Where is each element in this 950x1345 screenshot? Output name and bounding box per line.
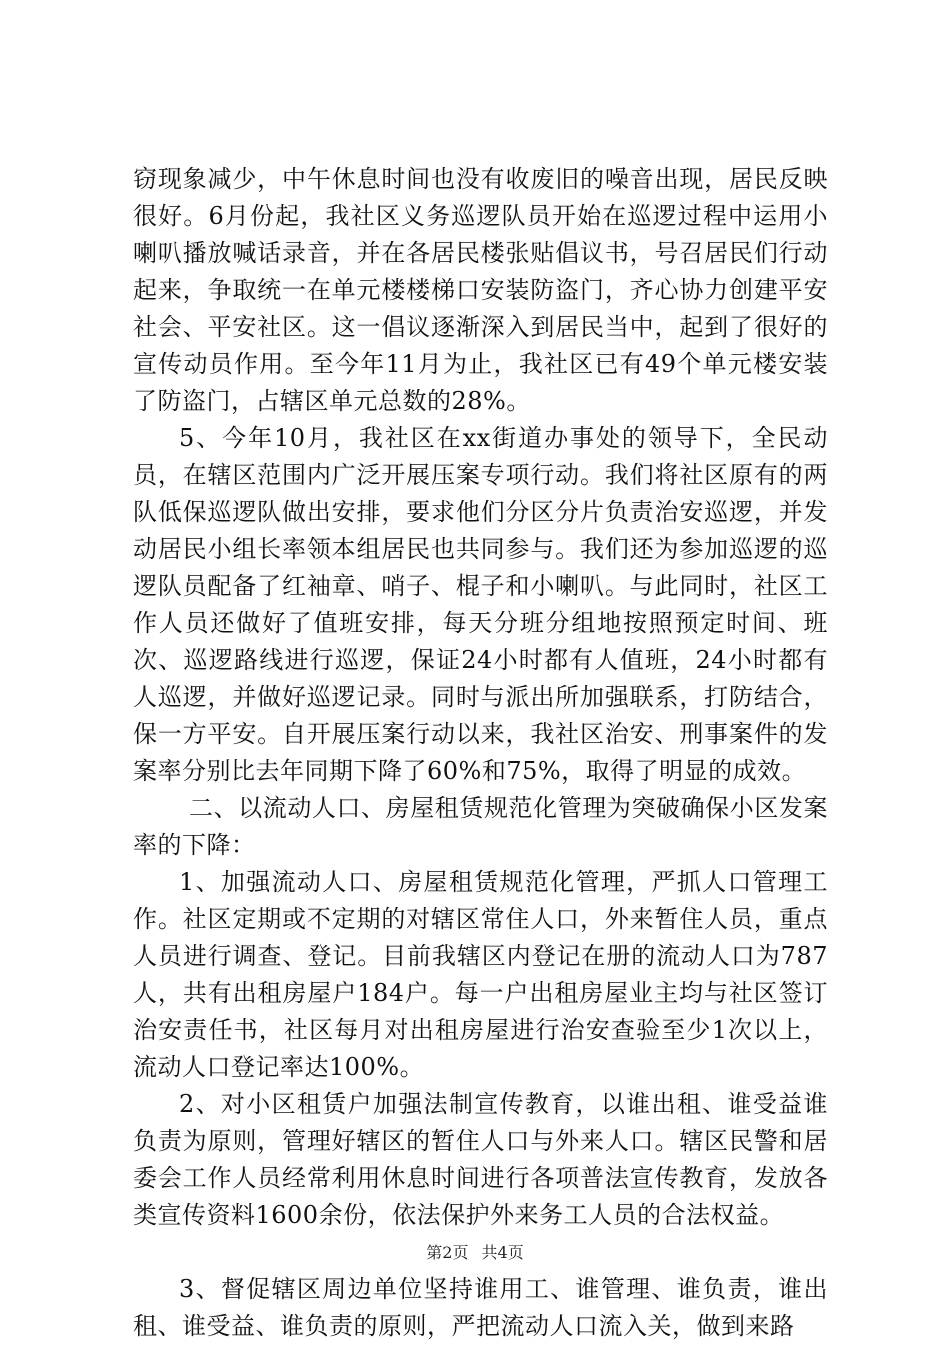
page-number-current: 第2页 [426, 1243, 469, 1262]
paragraph-continuation: 窃现象减少，中午休息时间也没有收废旧的噪音出现，居民反映很好。6月份起，我社区义务巡逻队员开始在巡逻过程中运用小喇叭播放喊话录音，并在各居民楼张贴倡议书，号召居民们行动起来，争取统一在单元楼楼梯口安装防盗门，齐心协力创建平安社会、平安社区。这一倡议逐渐深入到居民当中，起到了很好的宣传动员作用。至今年11月为止，我社区已有49个单元楼安装了防盗门，占辖区单元总数的28%。 [133, 165, 828, 415]
paragraph-item-3: 3、督促辖区周边单位坚持谁用工、谁管理、谁负责，谁出租、谁受益、谁负责的原则，严把流动人口流入关，做到来路 [133, 1275, 828, 1340]
document-body [133, 161, 828, 1345]
paragraph-item-2: 2、对小区租赁户加强法制宣传教育，以谁出租、谁受益谁负责为原则，管理好辖区的暂住人口与外来人口。辖区民警和居委会工作人员经常利用休息时间进行各项普法宣传教育，发放各类宣传资料1600余份，依法保护外来务工人员的合法权益。 [133, 1090, 828, 1229]
page-footer [0, 1243, 950, 1263]
page-number-total: 共4页 [481, 1243, 524, 1262]
paragraph-item-1: 1、加强流动人口、房屋租赁规范化管理，严抓人口管理工作。社区定期或不定期的对辖区常住人口，外来暂住人员，重点人员进行调查、登记。目前我辖区内登记在册的流动人口为787人，共有出租房屋户184户。每一户出租房屋业主均与社区签订治安责任书，社区每月对出租房屋进行治安查验至少1次以上，流动人口登记率达100%。 [133, 868, 828, 1081]
section-heading-2: 二、以流动人口、房屋租赁规范化管理为突破确保小区发案率的下降： [133, 794, 828, 859]
paragraph-item-5: 5、今年10月，我社区在xx街道办事处的领导下，全民动员，在辖区范围内广泛开展压案专项行动。我们将社区原有的两队低保巡逻队做出安排，要求他们分区分片负责治安巡逻，并发动居民小组长率领本组居民也共同参与。我们还为参加巡逻的巡逻队员配备了红袖章、哨子、棍子和小喇叭。与此同时，社区工作人员还做好了值班安排，每天分班分组地按照预定时间、班次、巡逻路线进行巡逻，保证24小时都有人值班，24小时都有人巡逻，并做好巡逻记录。同时与派出所加强联系，打防结合，保一方平安。自开展压案行动以来，我社区治安、刑事案件的发案率分别比去年同期下降了60%和75%，取得了明显的成效。 [133, 424, 828, 785]
